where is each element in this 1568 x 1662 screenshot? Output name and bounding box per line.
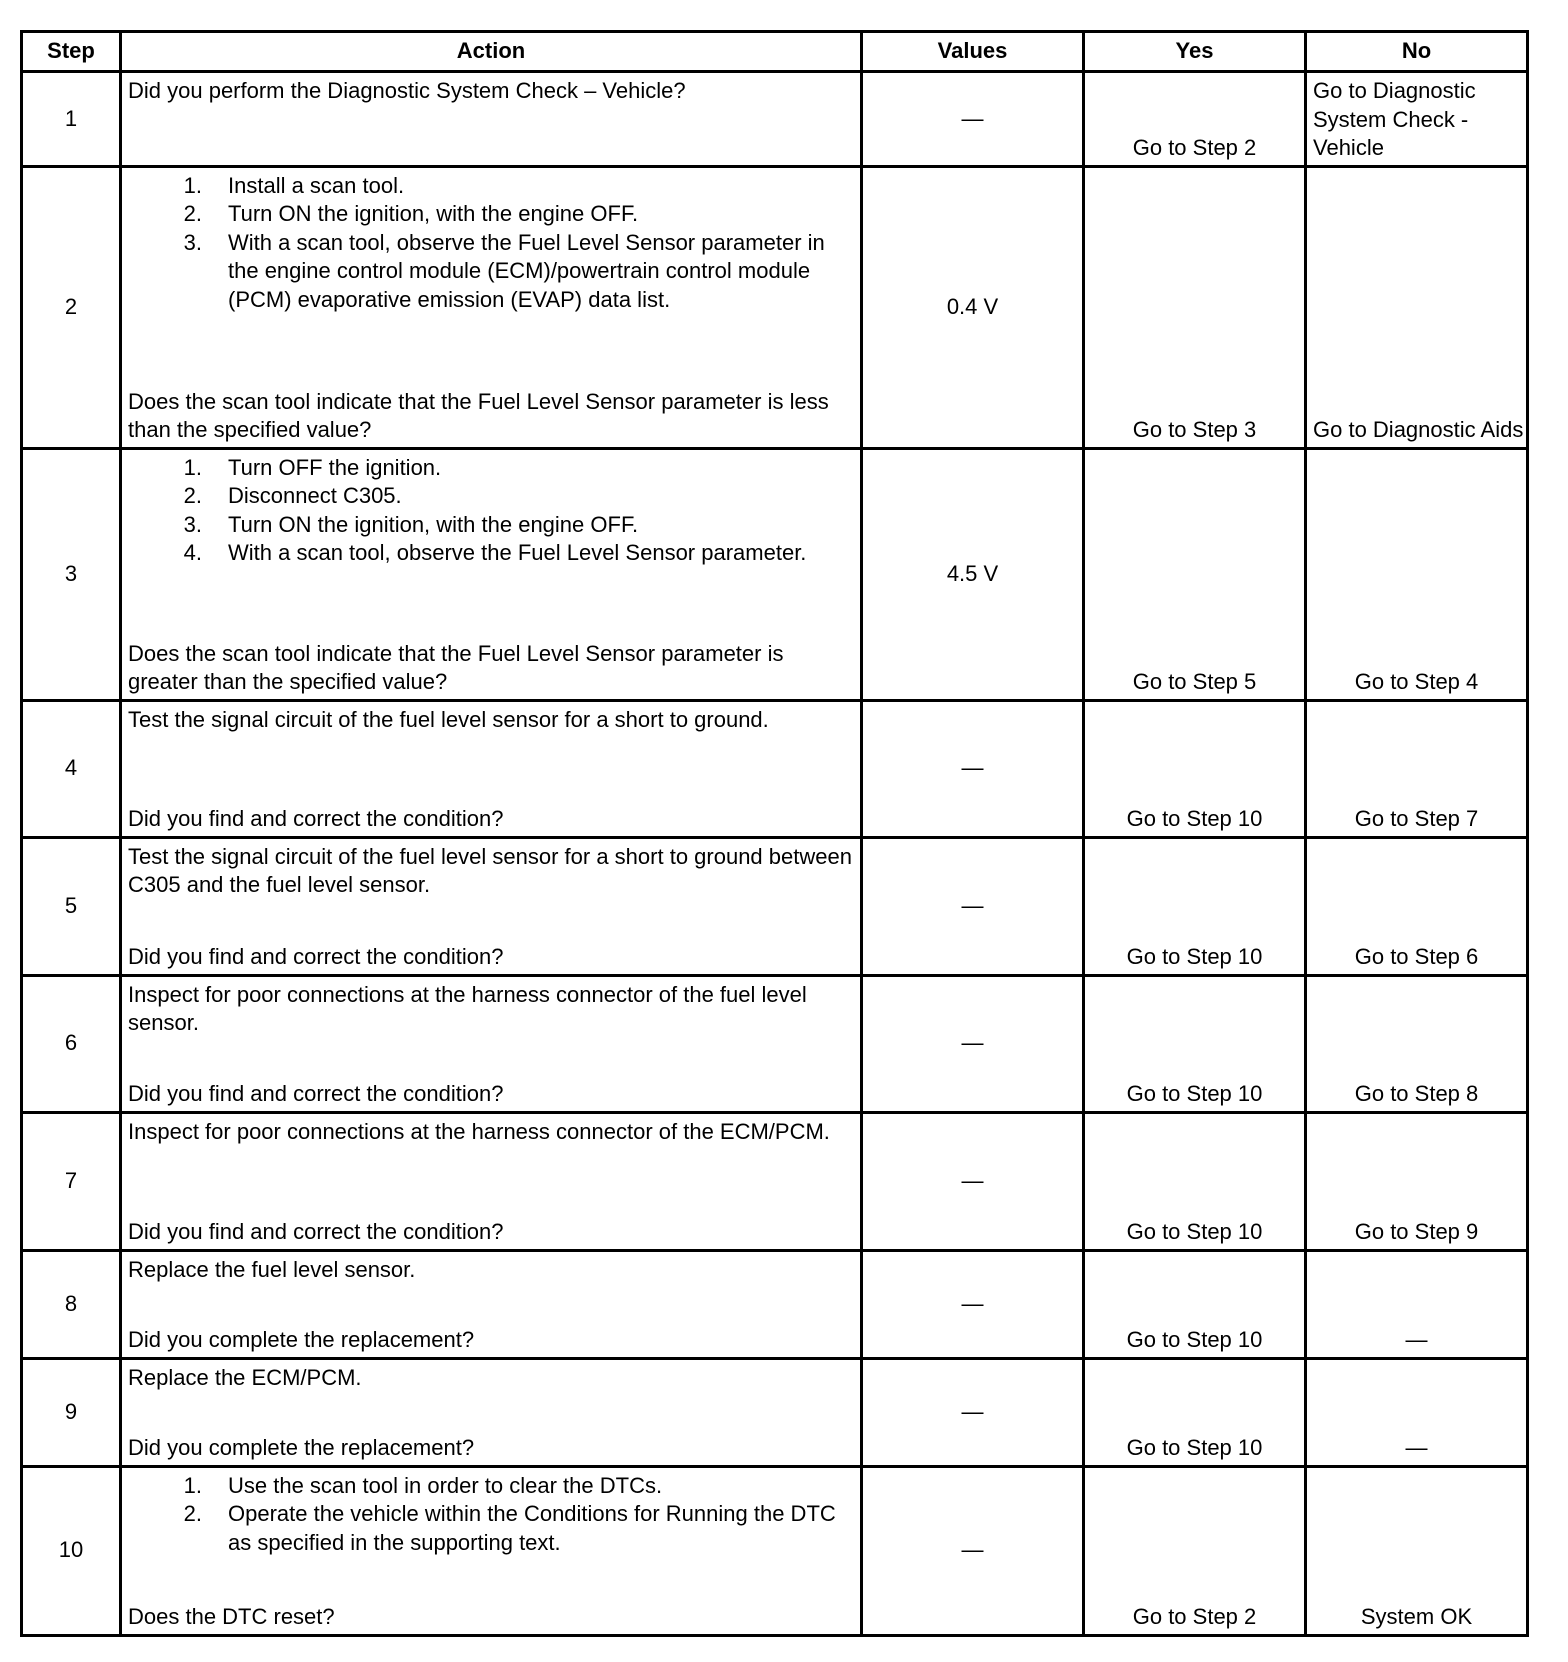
action-cell — [121, 72, 862, 167]
action-top — [128, 77, 854, 106]
action-steps — [128, 172, 854, 315]
action-question: Did you complete the replacement? — [128, 1435, 475, 1460]
action-text: Test the signal circuit of the fuel level sensor for a short to ground between C305 and the fuel level sensor. — [128, 843, 852, 897]
table-row — [22, 72, 1528, 167]
action-text: Inspect for poor connections at the harness connector of the fuel level sensor. — [128, 981, 807, 1035]
step-number: 4 — [22, 700, 121, 837]
action-content — [122, 1360, 860, 1465]
action-question: Does the DTC reset? — [128, 1604, 335, 1629]
yes-result: Go to Step 10 — [1084, 1358, 1306, 1466]
action-top — [128, 981, 854, 1038]
step-number: 2 — [22, 166, 121, 448]
action-step-item — [128, 482, 854, 511]
action-top — [128, 172, 854, 315]
action-top — [128, 843, 854, 900]
table-row — [22, 448, 1528, 700]
action-step-number: 2. — [183, 201, 202, 226]
action-content — [122, 702, 860, 836]
action-step-text: With a scan tool, observe the Fuel Level Sensor parameter in the engine control module (ECM)/powertrain control module (PCM) evaporative emission (EVAP) data list. — [228, 229, 825, 312]
action-step-text: Turn OFF the ignition. — [228, 454, 442, 480]
action-cell — [121, 166, 862, 448]
value-cell: — — [862, 975, 1084, 1112]
action-content — [122, 168, 860, 447]
action-cell — [121, 1358, 862, 1466]
action-step-number: 2. — [183, 483, 202, 508]
value-cell: — — [862, 1358, 1084, 1466]
table-row — [22, 1112, 1528, 1250]
step-number: 8 — [22, 1250, 121, 1358]
value-cell: — — [862, 72, 1084, 167]
action-top — [128, 1472, 854, 1558]
header-values: Values — [862, 32, 1084, 72]
action-cell — [121, 1466, 862, 1635]
diagnostic-table — [20, 30, 1529, 1637]
action-step-item — [128, 200, 854, 229]
no-result: Go to Diagnostic System Check - Vehicle — [1306, 72, 1528, 167]
action-step-item — [128, 1500, 854, 1557]
action-question: Did you find and correct the condition? — [128, 806, 504, 831]
action-cell — [121, 837, 862, 975]
value-cell: — — [862, 700, 1084, 837]
step-number: 7 — [22, 1112, 121, 1250]
action-content — [122, 977, 860, 1111]
no-result: — — [1306, 1250, 1528, 1358]
action-top — [128, 1118, 854, 1147]
action-content — [122, 1252, 860, 1357]
action-cell — [121, 448, 862, 700]
action-question: Did you find and correct the condition? — [128, 944, 504, 969]
step-number: 6 — [22, 975, 121, 1112]
action-step-number: 3. — [183, 229, 202, 255]
action-cell — [121, 700, 862, 837]
step-number: 1 — [22, 72, 121, 167]
action-cell — [121, 1112, 862, 1250]
step-number: 10 — [22, 1466, 121, 1635]
action-step-text: Operate the vehicle within the Conditions for Running the DTC as specified in the supporting text. — [228, 1501, 836, 1555]
action-top — [128, 706, 854, 735]
action-content — [122, 1468, 860, 1634]
table-row — [22, 166, 1528, 448]
table-row — [22, 1250, 1528, 1358]
header-no: No — [1306, 32, 1528, 72]
action-step-item — [128, 1472, 854, 1501]
action-question: Did you complete the replacement? — [128, 1327, 475, 1352]
yes-result: Go to Step 10 — [1084, 700, 1306, 837]
no-result: Go to Step 6 — [1306, 837, 1528, 975]
action-step-text: Turn ON the ignition, with the engine OFF. — [228, 201, 639, 226]
action-step-number: 1. — [183, 454, 202, 480]
no-result: Go to Step 7 — [1306, 700, 1528, 837]
value-cell: — — [862, 1112, 1084, 1250]
yes-result: Go to Step 10 — [1084, 975, 1306, 1112]
value-cell: — — [862, 1466, 1084, 1635]
step-number: 5 — [22, 837, 121, 975]
action-cell — [121, 975, 862, 1112]
step-number: 3 — [22, 448, 121, 700]
action-steps — [128, 454, 854, 568]
action-question: Does the scan tool indicate that the Fuel Level Sensor parameter is less than the specified value? — [128, 388, 829, 442]
yes-result: Go to Step 2 — [1084, 72, 1306, 167]
action-text: Test the signal circuit of the fuel level sensor for a short to ground. — [128, 706, 769, 732]
step-number: 9 — [22, 1358, 121, 1466]
action-content — [122, 450, 860, 699]
action-step-text: Disconnect C305. — [228, 483, 402, 508]
action-step-text: Turn ON the ignition, with the engine OFF. — [228, 511, 639, 537]
action-step-number: 2. — [183, 1501, 202, 1526]
no-result: Go to Step 8 — [1306, 975, 1528, 1112]
action-text: Replace the fuel level sensor. — [128, 1256, 416, 1282]
yes-result: Go to Step 3 — [1084, 166, 1306, 448]
value-cell: — — [862, 837, 1084, 975]
action-step-item — [128, 539, 854, 568]
table-row — [22, 975, 1528, 1112]
action-top — [128, 1364, 854, 1393]
no-result: Go to Step 9 — [1306, 1112, 1528, 1250]
header-action: Action — [121, 32, 862, 72]
table-row — [22, 700, 1528, 837]
yes-result: Go to Step 10 — [1084, 1112, 1306, 1250]
action-content — [122, 73, 860, 165]
no-result: Go to Step 4 — [1306, 448, 1528, 700]
no-result: System OK — [1306, 1466, 1528, 1635]
action-step-number: 1. — [183, 172, 202, 198]
value-cell: — — [862, 1250, 1084, 1358]
no-result: — — [1306, 1358, 1528, 1466]
action-step-item — [128, 172, 854, 201]
action-cell — [121, 1250, 862, 1358]
action-step-item — [128, 229, 854, 315]
yes-result: Go to Step 2 — [1084, 1466, 1306, 1635]
action-content — [122, 839, 860, 974]
header-yes: Yes — [1084, 32, 1306, 72]
action-question: Did you find and correct the condition? — [128, 1081, 504, 1106]
action-question: Did you find and correct the condition? — [128, 1219, 504, 1244]
action-step-item — [128, 454, 854, 483]
action-steps — [128, 1472, 854, 1558]
yes-result: Go to Step 5 — [1084, 448, 1306, 700]
table-row — [22, 1358, 1528, 1466]
action-text: Did you perform the Diagnostic System Check – Vehicle? — [128, 78, 686, 103]
action-step-number: 3. — [183, 511, 202, 537]
value-cell: 4.5 V — [862, 448, 1084, 700]
action-step-number: 4. — [183, 540, 202, 565]
action-step-text: Install a scan tool. — [228, 172, 405, 198]
header-row — [22, 32, 1528, 72]
action-text: Inspect for poor connections at the harness connector of the ECM/PCM. — [128, 1118, 830, 1144]
table-row — [22, 837, 1528, 975]
action-question: Does the scan tool indicate that the Fuel Level Sensor parameter is greater than the specified value? — [128, 640, 784, 694]
action-text: Replace the ECM/PCM. — [128, 1364, 362, 1390]
action-step-item — [128, 511, 854, 540]
yes-result: Go to Step 10 — [1084, 1250, 1306, 1358]
action-top — [128, 454, 854, 568]
action-step-text: Use the scan tool in order to clear the DTCs. — [228, 1472, 663, 1498]
action-top — [128, 1256, 854, 1285]
no-result: Go to Diagnostic Aids — [1306, 166, 1528, 448]
action-step-text: With a scan tool, observe the Fuel Level Sensor parameter. — [228, 540, 807, 565]
action-step-number: 1. — [183, 1472, 202, 1498]
header-step: Step — [22, 32, 121, 72]
value-cell: 0.4 V — [862, 166, 1084, 448]
yes-result: Go to Step 10 — [1084, 837, 1306, 975]
table-row — [22, 1466, 1528, 1635]
action-content — [122, 1114, 860, 1249]
